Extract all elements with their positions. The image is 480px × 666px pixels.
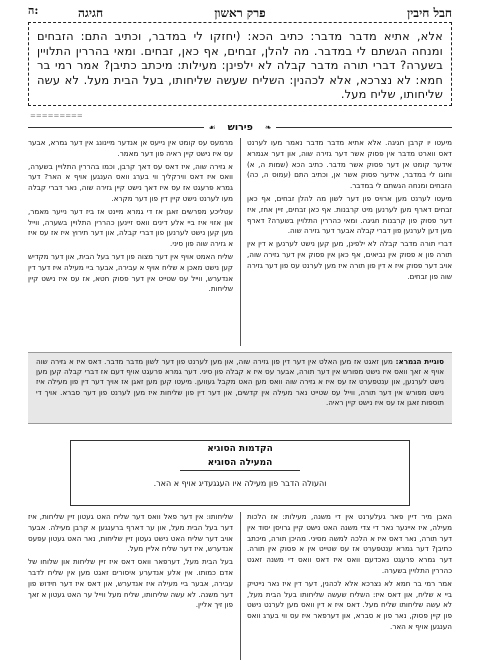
ornament-icon: ☙ [208, 122, 216, 132]
divider [28, 127, 204, 128]
intro-subtitle: המעילה הסוגיא [180, 458, 300, 471]
perush-title: פירוש [227, 121, 253, 133]
perush-paragraph: דברי תורה מדבר קבלה לא ילפינן, מען קען נישט לערנען א דין אין תורה פון א פסוק אין נביאים, אף כאן אין פסוק אין דער גזירה שוה, אויב דער פסוק איז א דין פון תורה איז מען לערנט עס פון דער גזירה שוה פון זבחים. [247, 239, 452, 281]
header-tractate: חגיגה [78, 6, 104, 20]
intro-box [70, 440, 410, 506]
bottom-paragraph: אמר רמי בר חמא לא נצרכא אלא לכהנין, דער דין איז נאר נייטיק ביי א שליח, און דאס איז: השליח שעשה שליחותו בעל הבית מעל, לא עשה שליחותו שליח מעל. דאס איז א דין וואס מען לערנט נישט פון קיין פסוק, נאר פון א סברא, און דערפאר איז עס ווי בערג וואס הענגען אויף א האר. [247, 578, 452, 631]
perush-paragraph: מיעטו יו קרבן חגיגה. אלא אתיא מדבר מדבר נאמר מעו לערנט דאס ווארט מדבר אין פסוק אשר דער גזירה שוה, און דער אגמרא אידער קומט אן דער פסוק אשר מדבר. כתיב הכא (שמות ה, א) וחוגו לי במדבר, אידער פסוק אשר אן, וכתיב התם (עמוס ה, כה) הזבחים ומנחה הגשתם לי במדבר. [247, 138, 452, 191]
ornament-icon: ❧ [264, 122, 272, 132]
bottom-paragraph: האבן מיר דיין פאר געלערנט אין די משנה, מעילות: אז הלכות מעילה, איז איינער נאר די צדי משנה האט נישט קיין גרויסן יסוד אין דער תורה, נאר דאס איז א הלכה למשה מסיני. מהיכן תורה, מיכתב כתיבן? דער גמרא ענטפערט אז עס שטייט אין א פסוק אין תורה. דער גמרא פרעגט נאכדעם וואס איז דאס וואס די משנה זאגט כהררין התלויין בשערה. [247, 512, 452, 575]
perush-heading [28, 120, 452, 134]
sugya-text: מען זאגט אז מען האלט אין דער דין פון גזירה שוה, און מען לערנט פון דער לשון מדבר מדבר. דאס איז א גזירה שוה אויף א זאך וואס איז נישט מפורש אין דער תורה, אבער עס איז א קבלה פון סיני. דער גמרא פרעגט אויף דעם אז דברי קבלה קען מען נישט לערנען, און ענטפערט אז עס איז א גזירה שוה וואס מען האט מקבל געווען. מיעטו קען מען זאגן אז אויך דער דין פון מעילה איז נישט מפורש אין דער תורה, ווייל עס שטייט נאר מעילה אין קדשים, און דער דין פון שליחות איז מען לערנט פון דער סברא. אויך די תוספות זאגן אז עס איז נישט קיין ראיה. [36, 357, 444, 407]
perush-paragraph: מרמעס עס קומט אין נייעס אן אנדער מיינונג אין דער גמרא, אבער עס איז נישט קיין ראיה פון דער מאמר. [28, 138, 233, 158]
mishnah-text: אלא, אתיא מדבר מדבר: כתיב הכא: (יחזקו לי במדבר, וכתיב התם: הזבחים ומנחה הגשתם לי במדבר. מה להלן, זבחים, אף כאן, זבחים. ומאי בהררין התלויין בשערה? דברי תורה מדבר קבלה לא ילפינן: מעילות: מיכתב כתיבן? אמר רמי בר חמא: לא נצרכא, אלא לכהנין: השליח שעשה שליחותו, בעל הבית מעל. לא עשה שליחותו, שליח מעל. [37, 29, 443, 102]
perush-paragraph: שליח האמט אויף אין דער מצוה פון דער בעל הבית, און דער מקדיש קען נישט מאכן א שליח אויף א עבירה, אבער ביי מעילה איז דער דין אנדערש, ווייל עס שטייט אין דער פסוק חטא, אז עס איז נישט קיין שליחות. [28, 251, 233, 294]
header-chapter-name: חבל חיבין [407, 6, 452, 20]
perush-paragraph: עטליכע מפרשים זאגן אז די גמרא מיינט אז ביז דער נייער מאמר, און אזוי איז ביי אלע דינים וואס זיינען כהררין התלויין בשערה, ווייל מען קען נישט לערנען פון דברי קבלה, און דער תירוץ איז אז עס איז א גזירה שוה פון סיני. [28, 206, 233, 249]
sugya-summary-box [28, 352, 452, 424]
bottom-paragraph: בעל הבית מעל, דערפאר וואס דאס איז זיין שליחות און שלוחו של אדם כמותו. אין אלע אנדערע איסורים זאגט מען אין שליח לדבר עבירה, אבער ביי מעילה איז אנדערש, און דאס איז דער חידוש פון דער משנה. לא עשה שליחותו, שליח מעל ווייל ער האט געטון א זאך פון זיך אליין. [28, 557, 233, 610]
mishnah-box [28, 22, 452, 106]
intro-title: הקדמות הסוגיא [207, 444, 273, 454]
sugya-label: סוגיית הגמרא: [395, 357, 444, 366]
perush-paragraph: מיעטו לערנט מען ארויס פון דער לשון מה להלן זבחים, אף כאן זבחים דארף מען לערנען מיט קרבנות. אף כאן זבחים, זיין אחז, איז דער פסוק פון קרבנות חגיגה. ומאי כהררין התלויין בשערה? דארף מען דען לערנען פון דברי קבלה אבער דער גזירה שוה. [247, 193, 452, 236]
intro-text: והעולה הדבר פון מעילה איו העגגעדיג אויף א האר. [153, 479, 327, 488]
header-folio: ה: [28, 4, 39, 17]
bottom-columns [28, 512, 452, 660]
perush-paragraph: א גזירה שוה, איז דאס עס דאך קרבן, וכמו בהררין התלויין בשערה, וואס איז דאס ווירקליך ווי בערג וואס הענגען אויף א האר? דער גמרא פרעגט אז עס איז דאך נישט קיין גזירה שוה, נאר דברי קבלה מעו לערנט נישט קיין דין פון דער מקרא. [28, 161, 233, 203]
header-chapter-number: פרק ראשון [214, 6, 266, 20]
bottom-paragraph: שליחותו: אין דער פאל וואס דער שליח האט געטון זיין שליחות, איז דער בעל הבית מעל, און ער דארף ברענגען א קרבן מעילה. אבער אויב דער שליח האט נישט געטון זיין שליחות, נאר האט געטון עפעס אנדערש, איז דער שליח אליין מעל. [28, 512, 233, 554]
perush-columns [28, 138, 452, 346]
divider [276, 127, 452, 128]
box-note: ========= [30, 112, 83, 120]
